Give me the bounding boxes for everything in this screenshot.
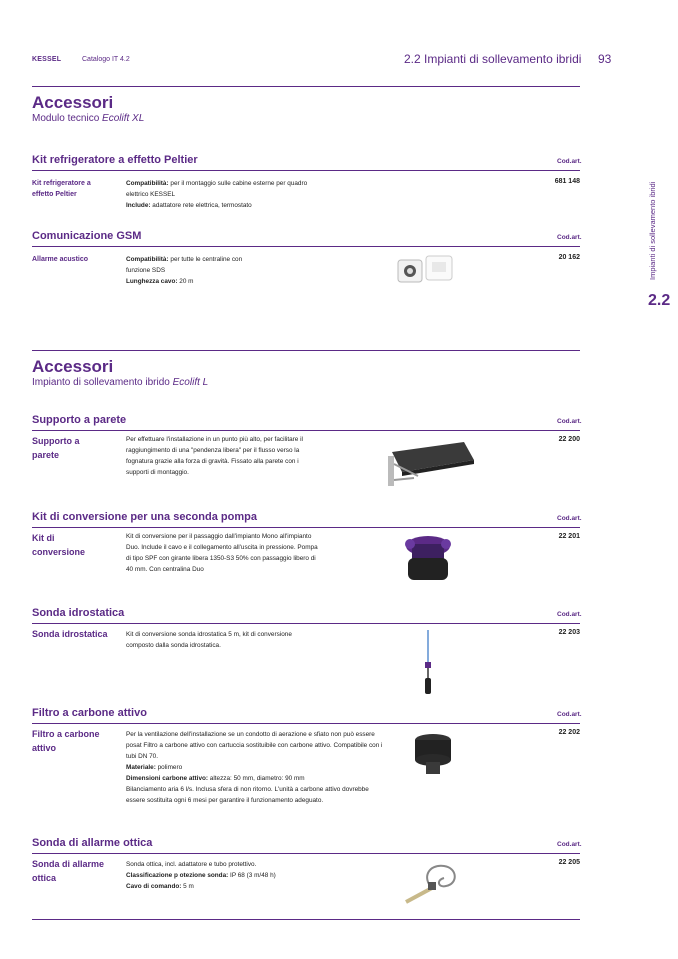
group-title-filtro: Filtro a carbone attivo — [32, 707, 147, 719]
group-divider — [32, 623, 580, 624]
group-title-supporto: Supporto a parete — [32, 414, 127, 426]
carbon-filter-image — [410, 732, 456, 780]
item-desc-allarme: Compatibilità: per tutte le centraline con funzione SDS Lunghezza cavo: 20 m — [126, 256, 243, 285]
footer-divider — [32, 919, 580, 920]
alarm-device-image — [394, 252, 458, 288]
item-name-kit-conversione: Kit di conversione — [32, 533, 86, 557]
item-name-peltier: Kit refrigeratore a effetto Peltier — [32, 180, 91, 198]
group-title-gsm: Comunicazione GSM — [32, 230, 142, 242]
wall-bracket-image — [378, 434, 478, 490]
optical-probe-image — [392, 858, 464, 910]
section-divider — [32, 350, 580, 351]
item-code-supporto: 22 200 — [558, 436, 580, 443]
item-desc-sonda-ottica: Sonda ottica, incl. adattatore e tubo protettivo. Classificazione p otezione sonda: IP 68 (3 m/48 h) Cavo di comando: 5 m — [126, 861, 276, 890]
header-divider — [32, 86, 580, 87]
item-code-peltier: 681 148 — [554, 178, 580, 185]
group-title-sonda-ottica: Sonda di allarme ottica — [32, 837, 153, 849]
section2-title: Accessori — [32, 357, 114, 376]
catalog-label: Catalogo IT 4.2 — [82, 56, 130, 63]
item-name-sonda-idrostatica: Sonda idrostatica — [32, 629, 108, 639]
group-divider — [32, 527, 580, 528]
item-code-filtro: 22 202 — [558, 729, 580, 736]
group-divider — [32, 170, 580, 171]
item-code-kit-conversione: 22 201 — [558, 533, 580, 540]
codart-label: Cod.art. — [557, 418, 582, 425]
item-name-allarme: Allarme acustico — [32, 256, 89, 263]
codart-label: Cod.art. — [557, 611, 582, 618]
codart-label: Cod.art. — [557, 158, 582, 165]
section-header-title: 2.2 Impianti di sollevamento ibridi — [404, 52, 582, 66]
group-divider — [32, 246, 580, 247]
page-number: 93 — [598, 52, 612, 66]
item-desc-kit-conversione: Kit di conversione per il passaggio dall'impianto Mono all'impianto Duo. Include il cavo e il collegamento all'uscita in pressione. Pompa di tipo SPF con girante libera 1350-S3 50% con passaggio libero di 40 mm. Con centralina Duo — [126, 533, 318, 573]
item-desc-supporto: Per effettuare l'installazione in un punto più alto, per facilitare il raggiungimento di una "pendenza libera" per il flusso verso la fognatura grazie alla forza di gravità. Fissato alla parete con i supporti di montaggio. — [126, 436, 303, 476]
item-name-sonda-ottica: Sonda di allarme ottica — [32, 859, 105, 883]
item-desc-peltier: Compatibilità: per il montaggio sulle cabine esterne per quadro elettrico KESSEL Include: adattatore rete elettrica, termostato — [126, 180, 308, 209]
group-title-peltier: Kit refrigeratore a effetto Peltier — [32, 154, 198, 166]
item-desc-sonda-idrostatica: Kit di conversione sonda idrostatica 5 m, kit di conversione composto dalla sonda idrostatica. — [126, 631, 292, 649]
brand-name: KESSEL — [32, 56, 62, 63]
item-name-filtro: Filtro a carbone attivo — [32, 729, 100, 753]
section2-subtitle: Impianto di sollevamento ibrido Ecolift L — [32, 377, 209, 388]
group-title-sonda-idrostatica: Sonda idrostatica — [32, 607, 125, 619]
item-name-supporto: Supporto a parete — [32, 436, 80, 460]
side-tab-number: 2.2 — [648, 292, 671, 309]
item-code-sonda-ottica: 22 205 — [558, 859, 580, 866]
item-code-allarme: 20 162 — [558, 254, 580, 261]
pump-image — [398, 530, 458, 586]
section1-subtitle: Modulo tecnico Ecolift XL — [32, 113, 145, 124]
codart-label: Cod.art. — [557, 234, 582, 241]
codart-label: Cod.art. — [557, 841, 582, 848]
side-tab-label: Impianti di sollevamento ibridi — [648, 181, 657, 280]
group-divider — [32, 723, 580, 724]
section1-title: Accessori — [32, 93, 114, 112]
codart-label: Cod.art. — [557, 515, 582, 522]
item-desc-filtro: Per la ventilazione dell'installazione se un condotto di aerazione e sfiato non può essere posat Filtro a carbone attivo con cartuccia sostituibile con carbone attivo. Compatibile con i tubi DN 70. Materiale: polimero Dimensioni carbone attivo: altezza: 50 mm, diametro: 90 mm Bilanciamento aria 6 l/s. Inclusa sfera di non ritorno. L'unità a carbone attivo dovrebbe essere sostituita ogni 6 mesi per garantire il funzionamento adeguato. — [126, 731, 383, 804]
probe-image — [418, 628, 438, 698]
codart-label: Cod.art. — [557, 711, 582, 718]
item-code-sonda-idrostatica: 22 203 — [558, 629, 580, 636]
group-divider — [32, 430, 580, 431]
group-title-kit-conversione: Kit di conversione per una seconda pompa — [32, 511, 257, 523]
group-divider — [32, 853, 580, 854]
